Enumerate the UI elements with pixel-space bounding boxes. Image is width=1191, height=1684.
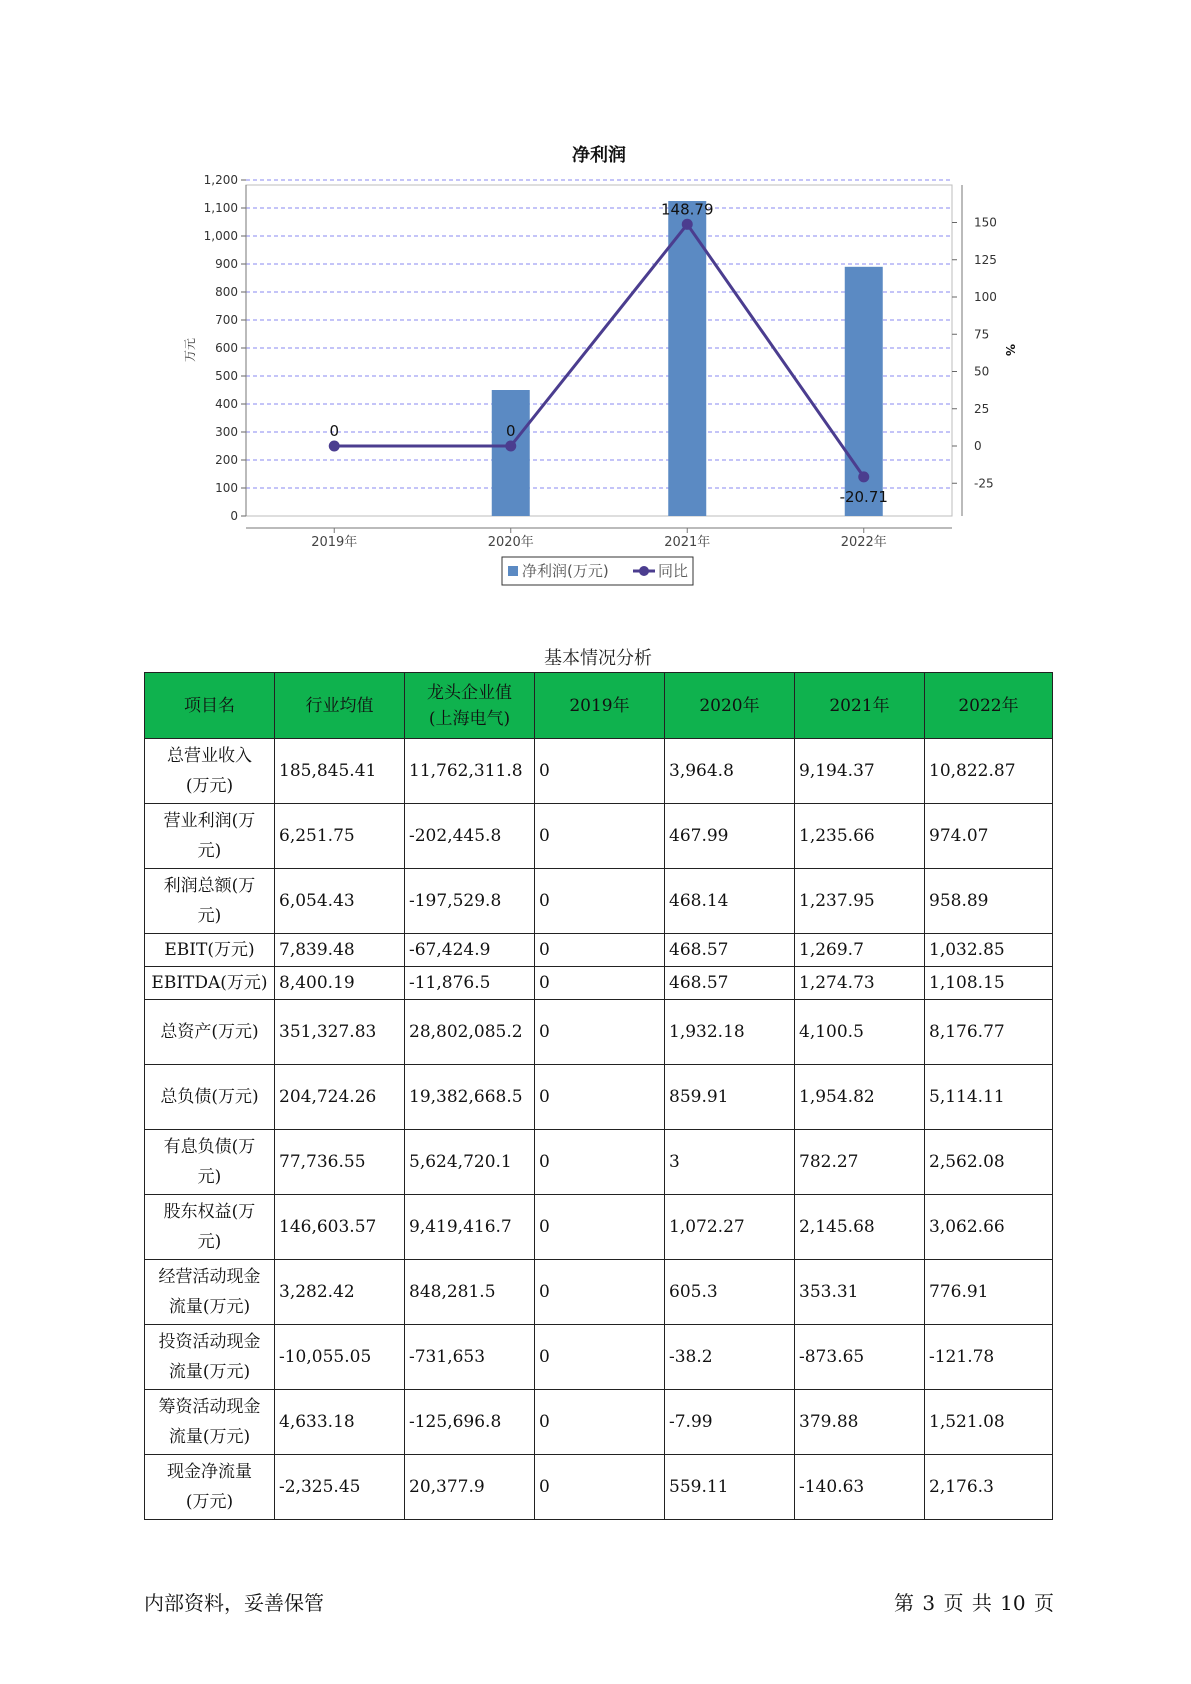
table-cell: 3,062.66 [925,1195,1053,1260]
header-2022: 2022年 [925,673,1053,739]
table-cell: -197,529.8 [405,869,535,934]
x-tick-label: 2022年 [840,535,887,550]
table-cell: -140.63 [795,1455,925,1520]
table-cell: 11,762,311.8 [405,739,535,804]
table-cell: 0 [535,934,665,967]
table-cell: 468.57 [665,967,795,1000]
table-cell: 0 [535,804,665,869]
table-cell: 19,382,668.5 [405,1065,535,1130]
table-cell: 4,633.18 [275,1390,405,1455]
y-tick-label: 1,200 [203,173,238,187]
y-tick-label: 300 [215,425,238,439]
table-row [145,1260,1053,1325]
header-leader-value: 龙头企业值 (上海电气) [405,673,535,739]
table-cell: -731,653 [405,1325,535,1390]
table-cell: 2,176.3 [925,1455,1053,1520]
table-row [145,967,1053,1000]
legend-line-label: 同比 [658,562,689,580]
y2-tick-label: 0 [974,439,982,453]
yoy-point [682,219,693,230]
yoy-data-label: -20.71 [839,487,888,506]
table-cell: -873.65 [795,1325,925,1390]
table-header-row [145,673,1053,739]
footer-confidential: 内部资料，妥善保管 [144,1591,324,1615]
y-tick-label: 900 [215,257,238,271]
row-label: 筹资活动现金 流量(万元) [145,1390,275,1455]
header-item-name: 项目名 [145,673,275,739]
y-tick-label: 0 [230,509,238,523]
table-cell: 974.07 [925,804,1053,869]
table-cell: 782.27 [795,1130,925,1195]
table-cell: 1,237.95 [795,869,925,934]
table-cell: 0 [535,739,665,804]
table-cell: 0 [535,1195,665,1260]
table-cell: 1,521.08 [925,1390,1053,1455]
table-cell: 468.57 [665,934,795,967]
yoy-data-label: 0 [329,422,340,440]
table-cell: 1,235.66 [795,804,925,869]
table-cell: 3,964.8 [665,739,795,804]
basic-analysis-table [144,672,1053,1520]
table-cell: 8,176.77 [925,1000,1053,1065]
table-row [145,1455,1053,1520]
y-tick-label: 100 [215,481,238,495]
table-cell: 6,251.75 [275,804,405,869]
table-cell: 468.14 [665,869,795,934]
row-label: 股东权益(万 元) [145,1195,275,1260]
table-cell: -202,445.8 [405,804,535,869]
y2-tick-label: 100 [974,290,997,304]
table-cell: -125,696.8 [405,1390,535,1455]
table-cell: 776.91 [925,1260,1053,1325]
y-tick-label: 200 [215,453,238,467]
table-cell: -11,876.5 [405,967,535,1000]
yoy-point [505,441,516,452]
table-cell: 204,724.26 [275,1065,405,1130]
header-2021: 2021年 [795,673,925,739]
legend-bar-swatch [508,566,518,576]
row-label: 总营业收入 (万元) [145,739,275,804]
yoy-point [329,441,340,452]
y-tick-label: 1,100 [203,201,238,215]
legend-bar-label: 净利润(万元) [522,562,609,580]
y-tick-label: 400 [215,397,238,411]
table-cell: 1,274.73 [795,967,925,1000]
table-cell: -2,325.45 [275,1455,405,1520]
y2-tick-label: -25 [974,476,994,491]
yoy-line [334,224,864,477]
table-cell: 4,100.5 [795,1000,925,1065]
y2-tick-label: 125 [974,252,997,267]
chart-title: 净利润 [572,145,626,166]
table-cell: 1,269.7 [795,934,925,967]
y2-tick-label: 75 [974,327,990,342]
table-title: 基本情况分析 [544,648,652,669]
y2-tick-label: 25 [974,401,990,416]
table-row [145,1065,1053,1130]
table-cell: 9,194.37 [795,739,925,804]
table-cell: 9,419,416.7 [405,1195,535,1260]
table-cell: 3 [665,1130,795,1195]
table-cell: 0 [535,1325,665,1390]
legend-line-marker [639,566,649,576]
x-tick-label: 2019年 [311,535,358,550]
table-row [145,1390,1053,1455]
net-profit-chart [0,0,1191,610]
row-label: 利润总额(万 元) [145,869,275,934]
table-row [145,1195,1053,1260]
bar [668,201,706,516]
y2-axis-title: % [1003,343,1017,357]
row-label: 投资活动现金 流量(万元) [145,1325,275,1390]
table-cell: 8,400.19 [275,967,405,1000]
table-cell: 1,932.18 [665,1000,795,1065]
y-tick-label: 1,000 [203,229,238,243]
table-cell: 467.99 [665,804,795,869]
table-cell: 1,954.82 [795,1065,925,1130]
header-2020: 2020年 [665,673,795,739]
y-axis-title: 万元 [183,337,197,363]
table-cell: 185,845.41 [275,739,405,804]
table-cell: 3,282.42 [275,1260,405,1325]
table-row [145,1130,1053,1195]
table-cell: 0 [535,869,665,934]
table-cell: 0 [535,1065,665,1130]
table-cell: 1,108.15 [925,967,1053,1000]
y2-tick-label: 150 [974,215,997,230]
table-cell: 958.89 [925,869,1053,934]
table-row [145,1000,1053,1065]
row-label: 现金净流量 (万元) [145,1455,275,1520]
table-cell: -10,055.05 [275,1325,405,1390]
table-cell: 5,624,720.1 [405,1130,535,1195]
y2-tick-label: 50 [974,364,990,379]
row-label: 经营活动现金 流量(万元) [145,1260,275,1325]
table-row [145,934,1053,967]
table-cell: 0 [535,967,665,1000]
table-cell: 146,603.57 [275,1195,405,1260]
table-cell: 0 [535,1390,665,1455]
table-cell: 7,839.48 [275,934,405,967]
table-cell: 859.91 [665,1065,795,1130]
table-cell: 351,327.83 [275,1000,405,1065]
table-cell: -121.78 [925,1325,1053,1390]
table-cell: 2,145.68 [795,1195,925,1260]
row-label: 总资产(万元) [145,1000,275,1065]
table-cell: 559.11 [665,1455,795,1520]
table-cell: 353.31 [795,1260,925,1325]
table-cell: 0 [535,1000,665,1065]
row-label: 总负债(万元) [145,1065,275,1130]
table-cell: 848,281.5 [405,1260,535,1325]
table-cell: 10,822.87 [925,739,1053,804]
table-row [145,869,1053,934]
row-label: 营业利润(万 元) [145,804,275,869]
table-row [145,739,1053,804]
yoy-data-label: 148.79 [661,200,714,219]
x-tick-label: 2020年 [487,535,534,550]
y-tick-label: 500 [215,369,238,383]
table-cell: 1,032.85 [925,934,1053,967]
table-cell: -67,424.9 [405,934,535,967]
y-tick-label: 600 [215,341,238,355]
header-industry-avg: 行业均值 [275,673,405,739]
table-cell: 0 [535,1130,665,1195]
table-cell: 0 [535,1455,665,1520]
table-cell: 28,802,085.2 [405,1000,535,1065]
table-cell: -7.99 [665,1390,795,1455]
table-cell: 5,114.11 [925,1065,1053,1130]
table-cell: 20,377.9 [405,1455,535,1520]
y-tick-label: 800 [215,285,238,299]
row-label: 有息负债(万 元) [145,1130,275,1195]
table-cell: 77,736.55 [275,1130,405,1195]
row-label: EBIT(万元) [145,934,275,967]
table-row [145,804,1053,869]
footer-page-number: 第 3 页 共 10 页 [894,1591,1054,1615]
bar [492,390,530,516]
table-cell: 379.88 [795,1390,925,1455]
table-cell: -38.2 [665,1325,795,1390]
table-cell: 2,562.08 [925,1130,1053,1195]
x-tick-label: 2021年 [664,535,711,550]
header-2019: 2019年 [535,673,665,739]
table-cell: 0 [535,1260,665,1325]
table-cell: 1,072.27 [665,1195,795,1260]
table-cell: 6,054.43 [275,869,405,934]
table-row [145,1325,1053,1390]
y-tick-label: 700 [215,313,238,327]
yoy-point [858,471,869,482]
table-cell: 605.3 [665,1260,795,1325]
yoy-data-label: 0 [505,422,516,440]
row-label: EBITDA(万元) [145,967,275,1000]
